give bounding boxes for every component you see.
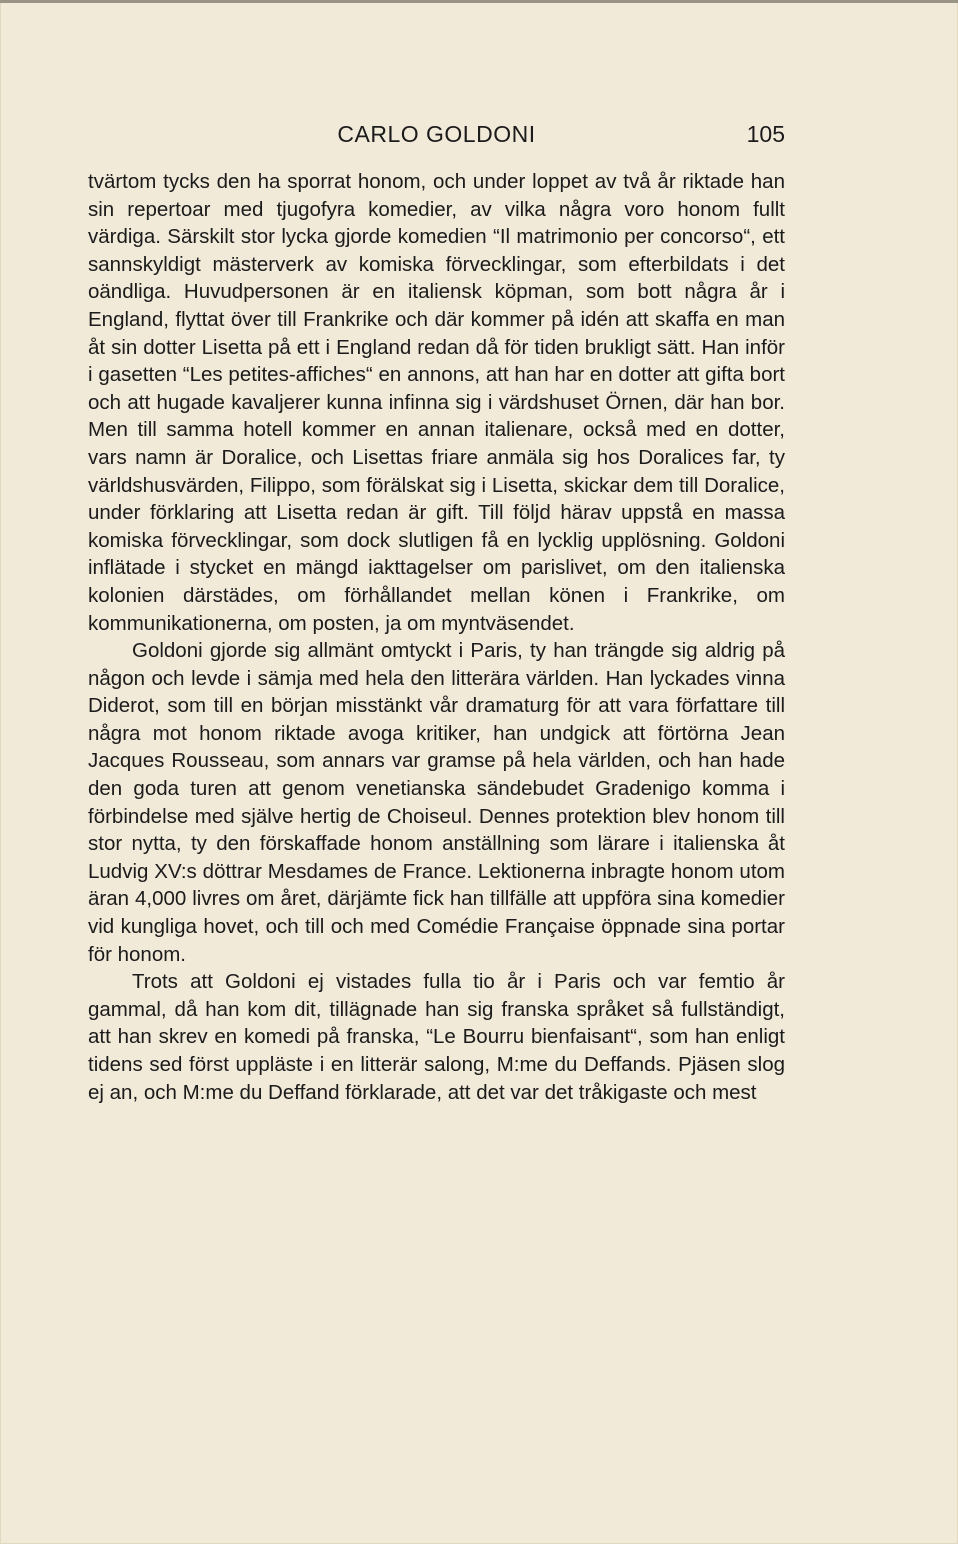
body-text	[88, 168, 785, 1106]
paragraph-1: tvärtom tycks den ha sporrat honom, och under loppet av två år riktade han sin repertoar med tjugofyra komedier, av vilka några voro honom fullt värdiga. Särskilt stor lycka gjorde komedien “Il matrimonio per concorso“, ett sannskyldigt mästerverk av komiska förvecklingar, som efterbildats i det oändliga. Huvudpersonen är en italiensk köpman, som bott några år i England, flyttat över till Frankrike och där kommer på idén att skaffa en man åt sin dotter Lisetta på ett i England redan då för tiden brukligt sätt. Han inför i gasetten “Les petites-affiches“ en annons, att han har en dotter att gifta bort och att hugade kavaljerer kunna infinna sig i värdshuset Örnen, där han bor. Men till samma hotell kommer en annan italienare, också med en dotter, vars namn är Doralice, och Lisettas friare anmäla sig hos Doralices far, ty världshusvärden, Filippo, som förälskat sig i Lisetta, skickar dem till Doralice, under förklaring att Lisetta redan är gift. Till följd härav uppstå en massa komiska förvecklingar, som dock slutligen få en lycklig upplösning. Goldoni inflätade i stycket en mängd iakttagelser om parislivet, om den italienska kolonien därstädes, om förhållandet mellan könen i Frankrike, om kommunikationerna, om posten, ja om myntväsendet.	[88, 170, 785, 635]
page-number: 105	[746, 121, 785, 147]
paragraph-3: Trots att Goldoni ej vistades fulla tio år i Paris och var femtio år gammal, då han kom dit, tillägnade han sig franska språket så fullständigt, att han skrev en komedi på franska, “Le Bourru bienfaisant“, som han enligt tidens sed först uppläste i en litterär salong, M:me du Deffands. Pjäsen slog ej an, och M:me du Deffand förklarade, att det var det tråkigaste och mest	[88, 970, 785, 1104]
running-header	[88, 121, 785, 151]
top-edge-rule	[0, 0, 958, 3]
paragraph-2: Goldoni gjorde sig allmänt omtyckt i Paris, ty han trängde sig aldrig på någon och levde i sämja med hela den litterära världen. Han lyckades vinna Diderot, som till en början misstänkt vår dramaturg för att vara författare till några mot honom riktade avoga kritiker, han undgick att förtörna Jean Jacques Rousseau, som annars var gramse på hela världen, och han hade den goda turen att genom venetianska sändebudet Gradenigo komma i förbindelse med själve hertig de Choiseul. Dennes protektion blev honom till stor nytta, ty den förskaffade honom anställning som lärare i italienska åt Ludvig XV:s döttrar Mesdames de France. Lektionerna inbragte honom utom äran 4,000 livres om året, därjämte fick han tillfälle att uppföra sina komedier vid kungliga hovet, och till och med Comédie Française öppnade sina portar för honom.	[88, 639, 785, 966]
running-title: CARLO GOLDONI	[337, 121, 536, 147]
